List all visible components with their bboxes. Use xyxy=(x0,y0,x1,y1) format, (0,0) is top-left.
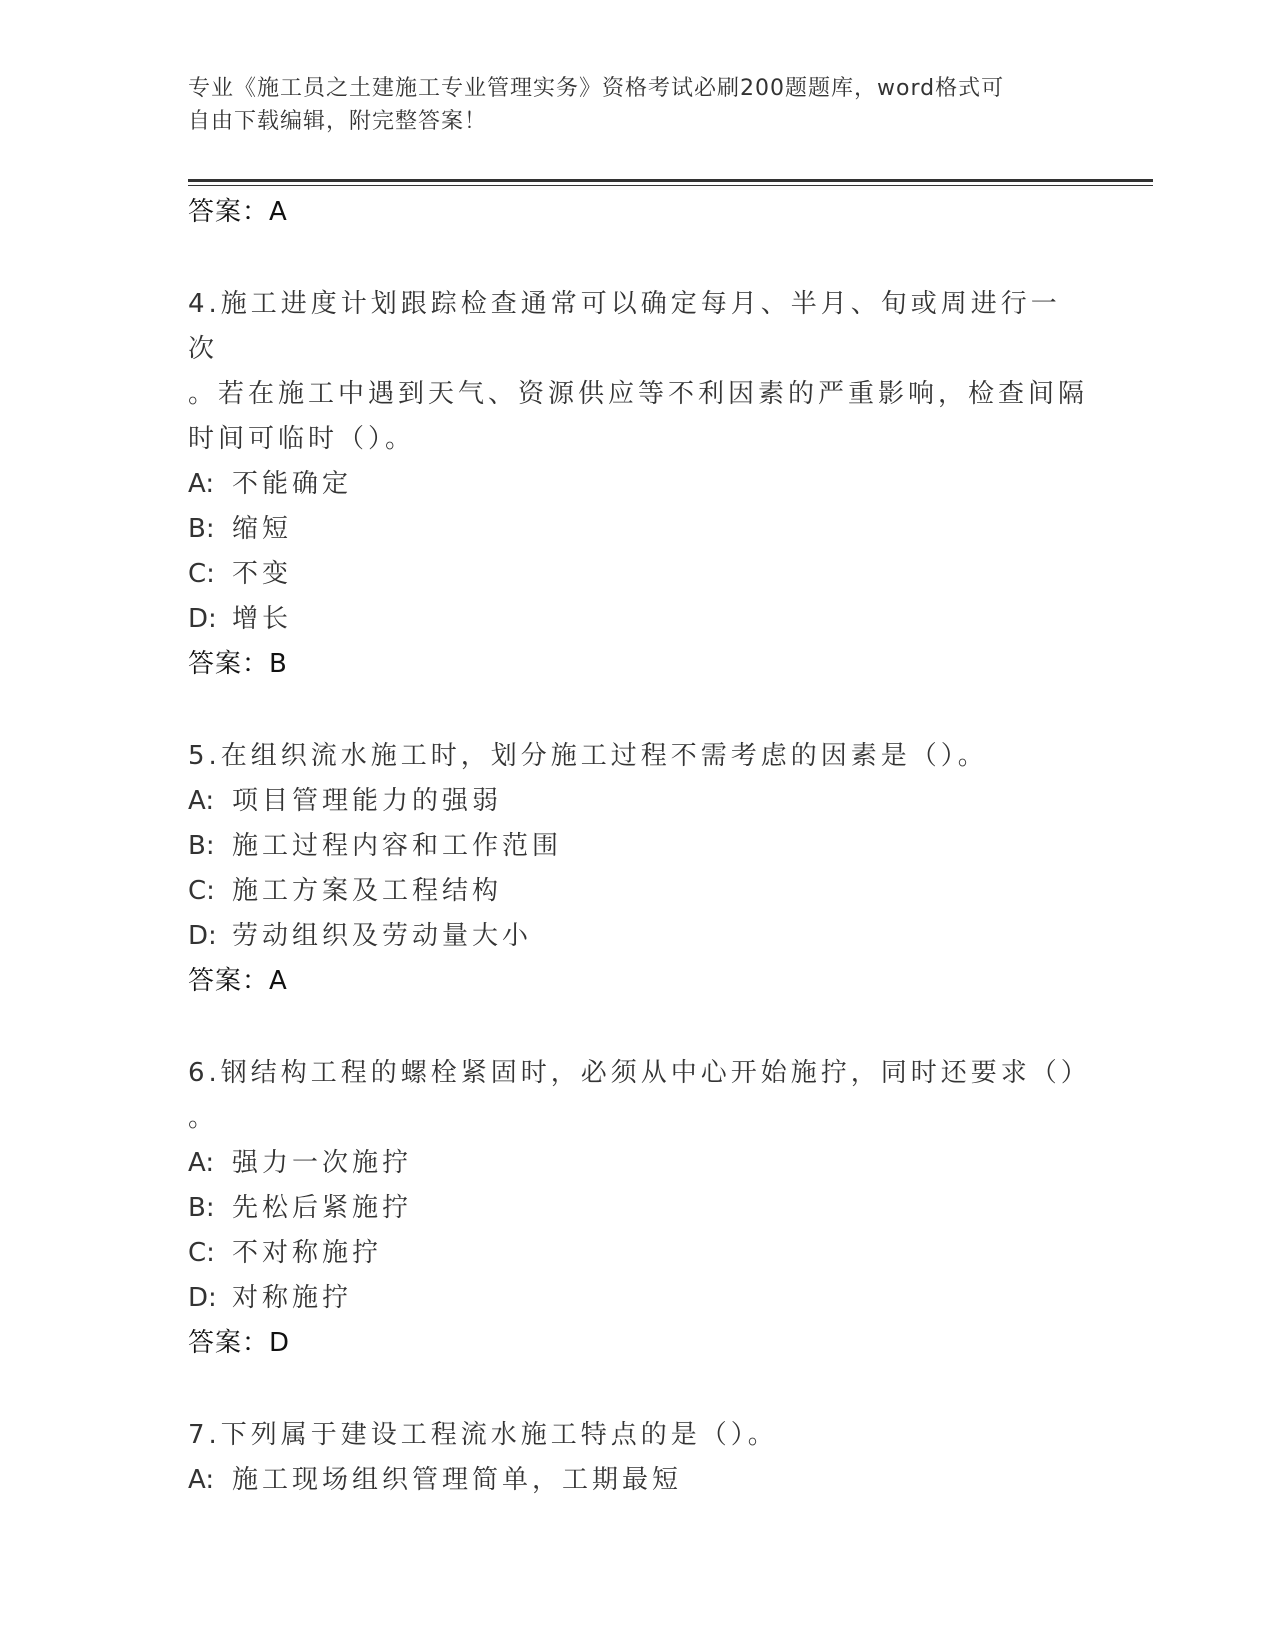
spacer xyxy=(188,1365,1088,1413)
answer: 答案：A xyxy=(188,966,288,996)
spacer xyxy=(188,234,1088,282)
question-text-line: 。 xyxy=(188,1103,219,1133)
document-body xyxy=(188,190,1091,1503)
document-header xyxy=(188,72,1068,138)
answer: 答案：B xyxy=(188,649,288,679)
header-line-1: 专业《施工员之土建施工专业管理实务》资格考试必刷200题题库，word格式可 xyxy=(188,76,1005,101)
option-letter: B: xyxy=(188,514,215,544)
option-letter: D: xyxy=(188,1283,217,1313)
option-text: 先松后紧施拧 xyxy=(232,1193,413,1223)
option-text: 不对称施拧 xyxy=(232,1238,383,1268)
option-letter: D: xyxy=(188,604,217,634)
question-text-line: 5.在组织流水施工时，划分施工过程不需考虑的因素是（）。 xyxy=(188,741,988,771)
question-text-line: 7.下列属于建设工程流水施工特点的是（）。 xyxy=(188,1420,778,1450)
option-letter: C: xyxy=(188,1238,215,1268)
option-letter: C: xyxy=(188,876,215,906)
question-block xyxy=(188,734,1088,1003)
option-letter: B: xyxy=(188,1193,215,1223)
question-block xyxy=(188,1051,1091,1365)
question-text-line: 4.施工进度计划跟踪检查通常可以确定每月、半月、旬或周进行一次 xyxy=(188,289,1061,364)
option-b xyxy=(188,507,1088,552)
question-text-line: 6.钢结构工程的螺栓紧固时，必须从中心开始施拧，同时还要求（） xyxy=(188,1058,1091,1088)
option-letter: A: xyxy=(188,786,215,816)
option-d xyxy=(188,597,1088,642)
question-block xyxy=(188,282,1088,686)
option-c xyxy=(188,869,1088,914)
option-text: 缩短 xyxy=(232,514,293,544)
option-text: 强力一次施拧 xyxy=(232,1148,413,1178)
option-b xyxy=(188,824,1088,869)
option-letter: A: xyxy=(188,469,215,499)
question-text-line: 。若在施工中遇到天气、资源供应等不利因素的严重影响，检查间隔 xyxy=(188,379,1089,409)
option-a xyxy=(188,779,1088,824)
header-line-2: 自由下载编辑，附完整答案！ xyxy=(188,109,488,134)
option-text: 施工现场组织管理简单，工期最短 xyxy=(232,1465,683,1495)
option-text: 不能确定 xyxy=(232,469,353,499)
option-a xyxy=(188,1458,1088,1503)
spacer xyxy=(188,686,1088,734)
option-letter: A: xyxy=(188,1465,215,1495)
spacer xyxy=(188,1003,1088,1051)
option-d xyxy=(188,914,1088,959)
option-text: 不变 xyxy=(232,559,293,589)
option-text: 项目管理能力的强弱 xyxy=(232,786,503,816)
header-divider-thin xyxy=(188,185,1153,186)
option-letter: C: xyxy=(188,559,215,589)
option-c xyxy=(188,1231,1088,1276)
option-text: 施工过程内容和工作范围 xyxy=(232,831,563,861)
option-a xyxy=(188,1141,1088,1186)
option-text: 劳动组织及劳动量大小 xyxy=(232,921,533,951)
question-block xyxy=(188,1413,1088,1503)
option-letter: D: xyxy=(188,921,217,951)
header-divider-thick xyxy=(188,179,1153,182)
answer-previous: 答案：A xyxy=(188,197,288,227)
question-text-line: 时间可临时（）。 xyxy=(188,424,416,454)
option-c xyxy=(188,552,1088,597)
option-d xyxy=(188,1276,1088,1321)
option-a xyxy=(188,462,1088,507)
option-letter: A: xyxy=(188,1148,215,1178)
option-text: 增长 xyxy=(232,604,293,634)
option-text: 施工方案及工程结构 xyxy=(232,876,503,906)
option-text: 对称施拧 xyxy=(232,1283,353,1313)
option-letter: B: xyxy=(188,831,215,861)
answer: 答案：D xyxy=(188,1328,291,1358)
option-b xyxy=(188,1186,1088,1231)
